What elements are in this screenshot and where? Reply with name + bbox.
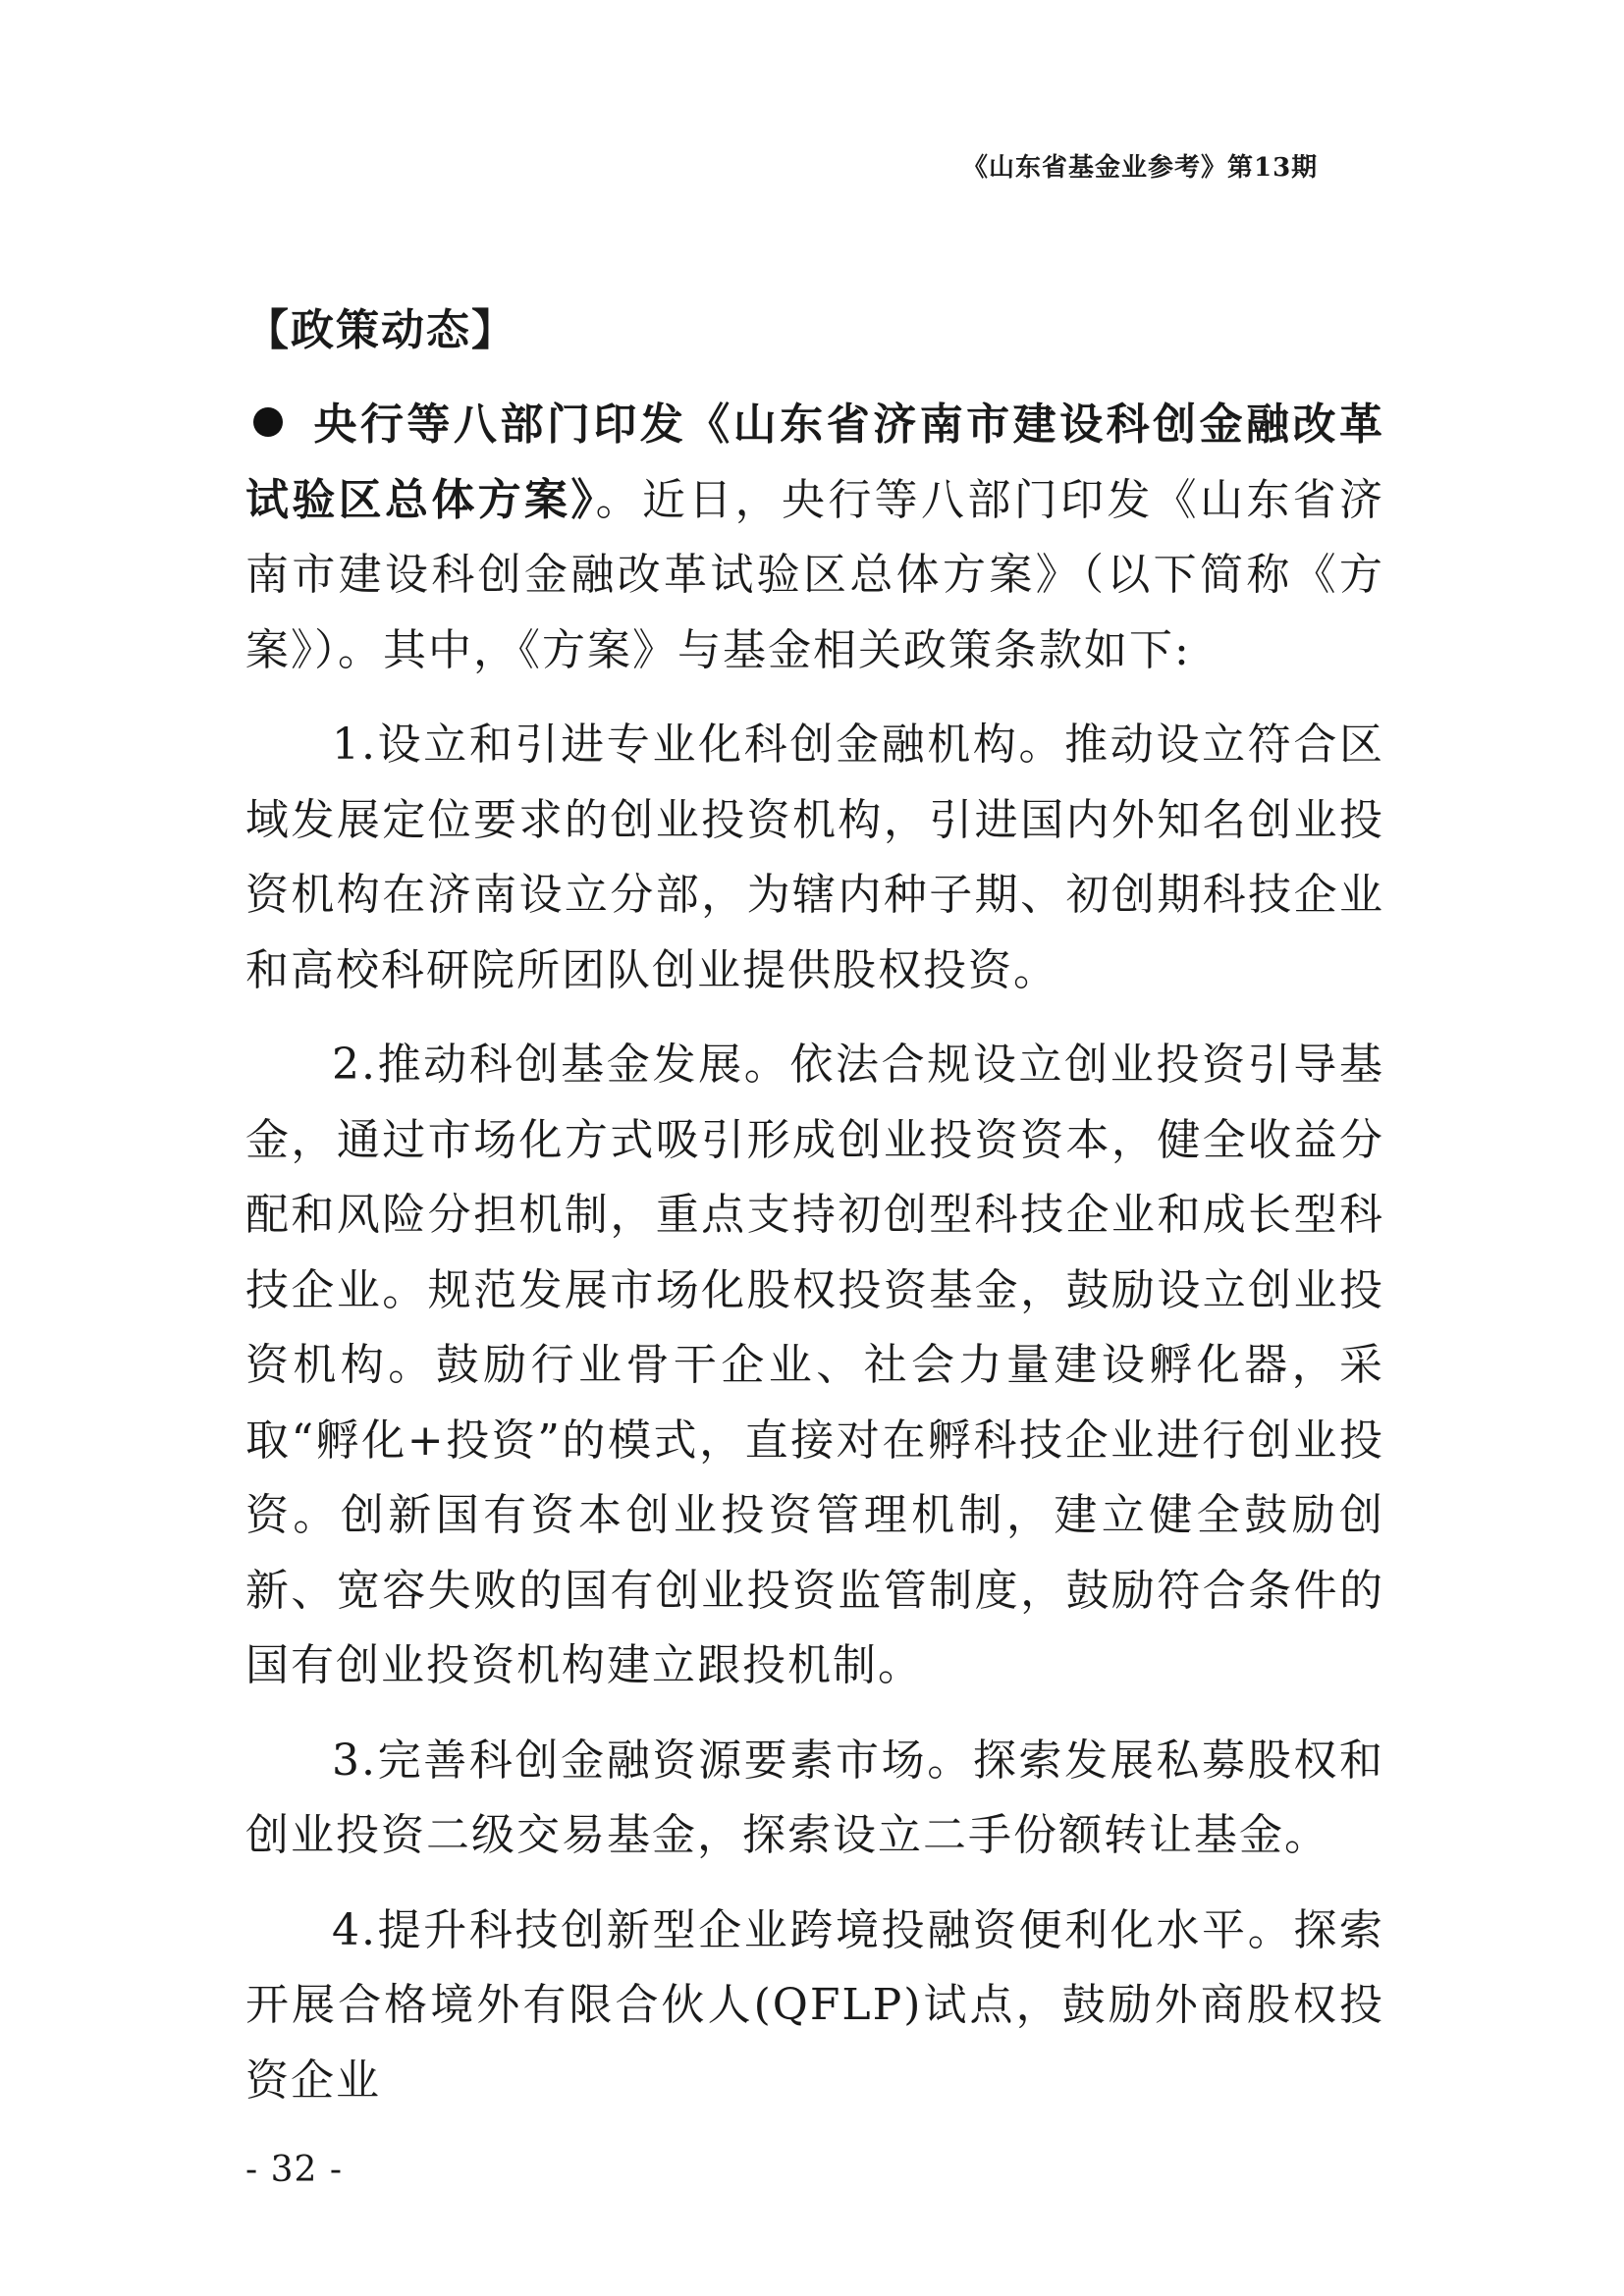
article-body <box>245 388 1384 2138</box>
lead-paragraph <box>245 388 1384 688</box>
section-title: 【政策动态】 <box>245 305 516 355</box>
policy-item-1: 1.设立和引进专业化科创金融机构。推动设立符合区域发展定位要求的创业投资机构，引进国内外知名创业投资机构在济南设立分部，为辖内种子期、初创期科技企业和高校科研院所团队创业提供股权投资。 <box>245 720 1384 995</box>
bullet-icon <box>253 407 283 437</box>
lead-headline: 央行等八部门印发《山东省济南市建设科创金融改革试验区总体方案》 <box>245 400 1384 525</box>
lead-text: 。近日，央行等八部门印发《山东省济南市建设科创金融改革试验区总体方案》（以下简称《方案》）。其中，《方案》与基金相关政策条款如下: <box>245 474 1385 675</box>
policy-item-4: 4.提升科技创新型企业跨境投融资便利化水平。探索开展合格境外有限合伙人(QFLP)试点，鼓励外商股权投资企业 <box>245 1904 1384 2106</box>
policy-item-3: 3.完善科创金融资源要素市场。探索发展私募股权和创业投资二级交易基金，探索设立二手份额转让基金。 <box>245 1735 1384 1860</box>
page-number: - 32 - <box>245 2150 344 2190</box>
policy-item-2: 2.推动科创基金发展。依法合规设立创业投资引导基金，通过市场化方式吸引形成创业投资资本，健全收益分配和风险分担机制，重点支持初创型科技企业和成长型科技企业。规范发展市场化股权投资基金，鼓励设立创业投资机构。鼓励行业骨干企业、社会力量建设孵化器，采取“孵化+投资”的模式，直接对在孵科技企业进行创业投资。创新国有资本创业投资管理机制，建立健全鼓励创新、宽容失败的国有创业投资监管制度，鼓励符合条件的国有创业投资机构建立跟投机制。 <box>245 1040 1384 1690</box>
running-header: 《山东省基金业参考》第13期 <box>962 153 1319 183</box>
